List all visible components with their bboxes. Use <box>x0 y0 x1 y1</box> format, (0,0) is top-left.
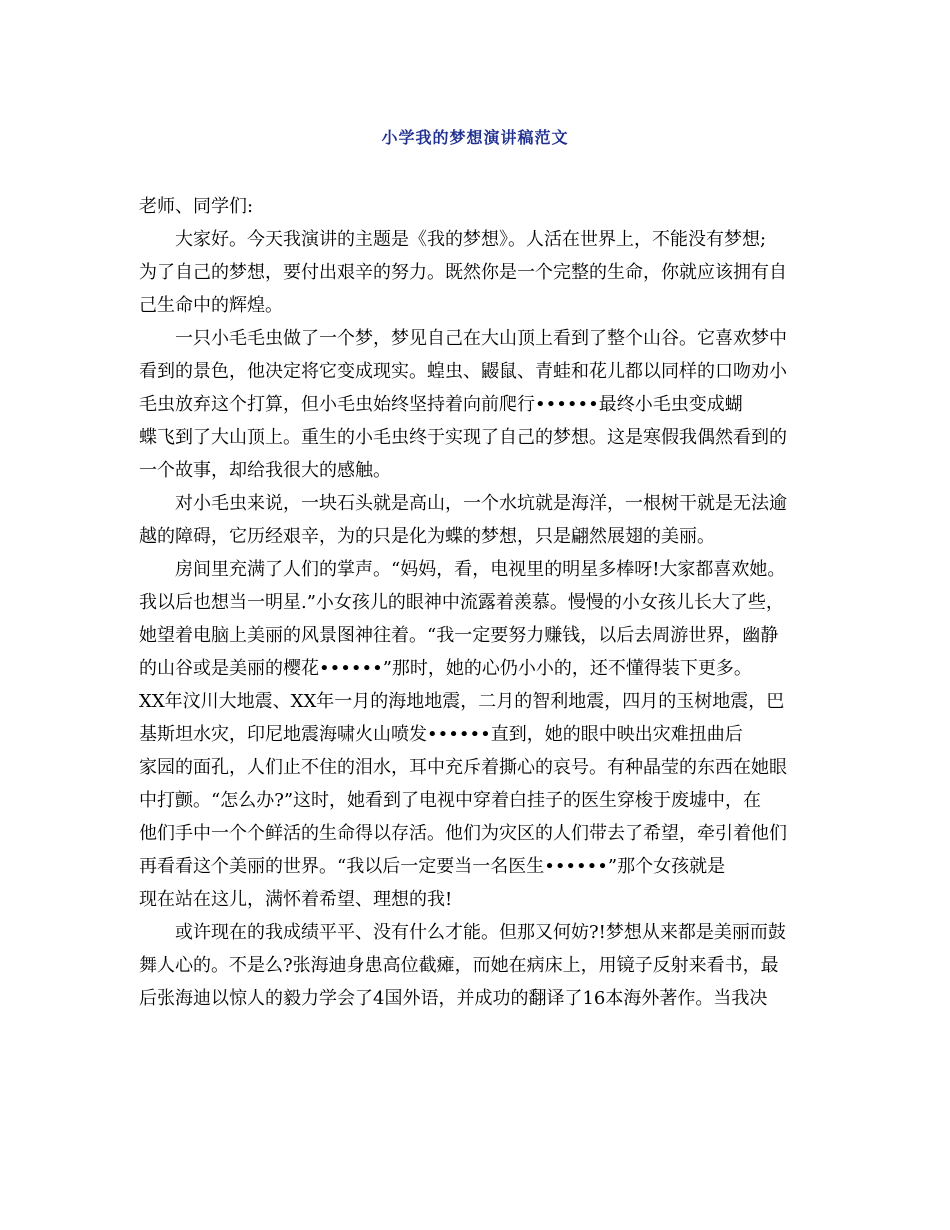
paragraph-line: XX年汶川大地震、XX年一月的海地地震，二月的智利地震，四月的玉树地震，巴 <box>139 691 785 712</box>
paragraph-line: 看到的景色，他决定将它变成现实。蝗虫、鼹鼠、青蛙和花儿都以同样的口吻劝小 <box>139 361 787 382</box>
paragraph-line: 舞人心的。不是么?张海迪身患高位截瘫，而她在病床上，用镜子反射来看书，最 <box>139 955 779 976</box>
paragraph-line: 他们手中一个个鲜活的生命得以存活。他们为灾区的人们带去了希望，牵引着他们 <box>139 823 787 844</box>
paragraph-line: 她望着电脑上美丽的风景图神往着。“我一定要努力赚钱，以后去周游世界，幽静 <box>139 625 779 646</box>
paragraph-line: 或许现在的我成绩平平、没有什么才能。但那又何妨?!梦想从来都是美丽而鼓 <box>175 922 786 943</box>
paragraph-1 <box>139 223 821 322</box>
paragraph-line: 现在站在这儿，满怀着希望、理想的我! <box>139 889 453 910</box>
paragraph-line: 我以后也想当一明星.”小女孩儿的眼神中流露着羡慕。慢慢的小女孩儿长大了些， <box>139 592 784 613</box>
paragraph-line: 己生命中的辉煌。 <box>139 295 283 316</box>
paragraph-line: 的山谷或是美丽的樱花••••••”那时，她的心仍小小的，还不懂得装下更多。 <box>139 658 752 679</box>
document-body <box>139 190 821 1015</box>
paragraph-line: 大家好。今天我演讲的主题是《我的梦想》。人活在世界上，不能没有梦想; <box>175 229 767 250</box>
paragraph-line: 蝶飞到了大山顶上。重生的小毛虫终于实现了自己的梦想。这是寒假我偶然看到的 <box>139 427 787 448</box>
paragraph-line: 一个故事，却给我很大的感触。 <box>139 460 391 481</box>
paragraph-line: 一只小毛毛虫做了一个梦，梦见自己在大山顶上看到了整个山谷。它喜欢梦中 <box>175 328 787 349</box>
paragraph-line: 越的障碍，它历经艰辛，为的只是化为蝶的梦想，只是翩然展翅的美丽。 <box>139 526 715 547</box>
paragraph-line: 为了自己的梦想，要付出艰辛的努力。既然你是一个完整的生命，你就应该拥有自 <box>139 262 787 283</box>
paragraph-line: 对小毛虫来说，一块石头就是高山，一个水坑就是海洋，一根树干就是无法逾 <box>175 493 787 514</box>
paragraph-5 <box>139 916 821 1015</box>
paragraph-line: 家园的面孔，人们止不住的泪水，耳中充斥着撕心的哀号。有种晶莹的东西在她眼 <box>139 757 787 778</box>
paragraph-line: 再看看这个美丽的世界。“我以后一定要当一名医生••••••”那个女孩就是 <box>139 856 726 877</box>
paragraph-line: 毛虫放弃这个打算，但小毛虫始终坚持着向前爬行••••••最终小毛虫变成蝴 <box>139 394 743 415</box>
paragraph-line: 基斯坦水灾，印尼地震海啸火山喷发••••••直到，她的眼中映出灾难扭曲后 <box>139 724 743 745</box>
document-title: 小学我的梦想演讲稿范文 <box>381 128 569 147</box>
paragraph-line: 后张海迪以惊人的毅力学会了4国外语，并成功的翻译了16本海外著作。当我决 <box>139 988 768 1009</box>
paragraph-3 <box>139 487 821 553</box>
paragraph-2 <box>139 322 821 487</box>
paragraph-4 <box>139 553 821 916</box>
paragraph-line: 中打颤。“怎么办?”这时，她看到了电视中穿着白挂子的医生穿梭于废墟中，在 <box>139 790 762 811</box>
salutation: 老师、同学们: <box>139 196 254 217</box>
paragraph-line: 房间里充满了人们的掌声。“妈妈，看，电视里的明星多棒呀!大家都喜欢她。 <box>175 559 786 580</box>
